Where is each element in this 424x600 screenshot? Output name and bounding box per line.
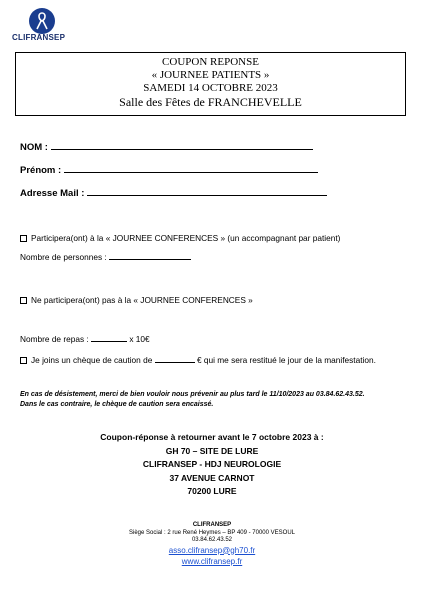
prenom-input-line[interactable]	[64, 163, 318, 173]
email-label: Adresse Mail :	[20, 188, 85, 199]
title-line-2: « JOURNEE PATIENTS »	[151, 69, 270, 81]
logo-wordmark: CLIFRANSEP	[12, 33, 66, 42]
clifransep-logo	[12, 8, 74, 48]
cheque-amount-line[interactable]	[155, 354, 195, 363]
footer	[0, 522, 424, 568]
meals-field	[20, 333, 150, 344]
footer-website-link[interactable]: www.clifransep.fr	[181, 557, 243, 566]
return-line-5: 70200 LURE	[187, 486, 237, 496]
note-line-1: En cas de désistement, merci de bien vouloir nous prévenir au plus tard le 11/10/2023 au 03.84.62.43.52.	[20, 391, 365, 398]
not-participate-checkbox[interactable]	[20, 297, 27, 304]
prenom-label: Prénom :	[20, 165, 62, 176]
return-line-4: 37 AVENUE CARNOT	[169, 472, 255, 483]
persons-input-line[interactable]	[109, 251, 191, 260]
nom-field	[20, 140, 313, 153]
return-address-block	[0, 431, 424, 499]
persons-field	[20, 251, 191, 262]
cheque-text-before: Je joins un chèque de caution de	[31, 355, 153, 365]
note-line-2: Dans le cas contraire, le chèque de caution sera encaissé.	[20, 401, 214, 408]
meals-input-line[interactable]	[91, 333, 127, 342]
cheque-option	[20, 354, 376, 365]
nom-input-line[interactable]	[51, 140, 313, 150]
participate-option	[20, 233, 340, 243]
not-participate-option	[20, 295, 253, 305]
footer-email-link[interactable]: asso.clifransep@gh70.fr	[168, 545, 256, 555]
title-line-3: SAMEDI 14 OCTOBRE 2023	[143, 82, 278, 94]
cheque-text-after: € qui me sera restitué le jour de la manifestation.	[196, 355, 376, 365]
email-input-line[interactable]	[87, 186, 327, 196]
return-line-3: CLIFRANSEP - HDJ NEUROLOGIE	[142, 459, 282, 469]
title-venue: Salle des Fêtes de FRANCHEVELLE	[119, 95, 302, 109]
nom-label: NOM :	[20, 142, 48, 153]
return-line-1: Coupon-réponse à retourner avant le 7 octobre 2023 à :	[100, 432, 324, 442]
not-participate-text: Ne participera(ont) pas à la « JOURNEE CONFERENCES »	[31, 295, 253, 305]
title-box	[15, 52, 406, 116]
awareness-ribbon-icon	[36, 12, 48, 30]
participate-text: Participera(ont) à la « JOURNEE CONFERENCES » (un accompagnant par patient)	[31, 233, 341, 243]
persons-label: Nombre de personnes :	[20, 252, 107, 262]
cancellation-note	[20, 390, 365, 410]
participate-checkbox[interactable]	[20, 235, 27, 242]
footer-address: Siège Social : 2 rue René Heymes – BP 409 - 70000 VESOUL	[129, 529, 295, 536]
cheque-checkbox[interactable]	[20, 357, 27, 364]
return-line-2: GH 70 – SITE DE LURE	[165, 445, 259, 456]
prenom-field	[20, 163, 318, 176]
title-line-1: COUPON REPONSE	[162, 56, 259, 68]
email-field	[20, 186, 327, 199]
footer-phone: 03.84.62.43.52	[191, 537, 233, 543]
footer-org: CLIFRANSEP	[192, 522, 232, 528]
meals-price: x 10€	[129, 334, 150, 344]
meals-label: Nombre de repas :	[20, 334, 89, 344]
